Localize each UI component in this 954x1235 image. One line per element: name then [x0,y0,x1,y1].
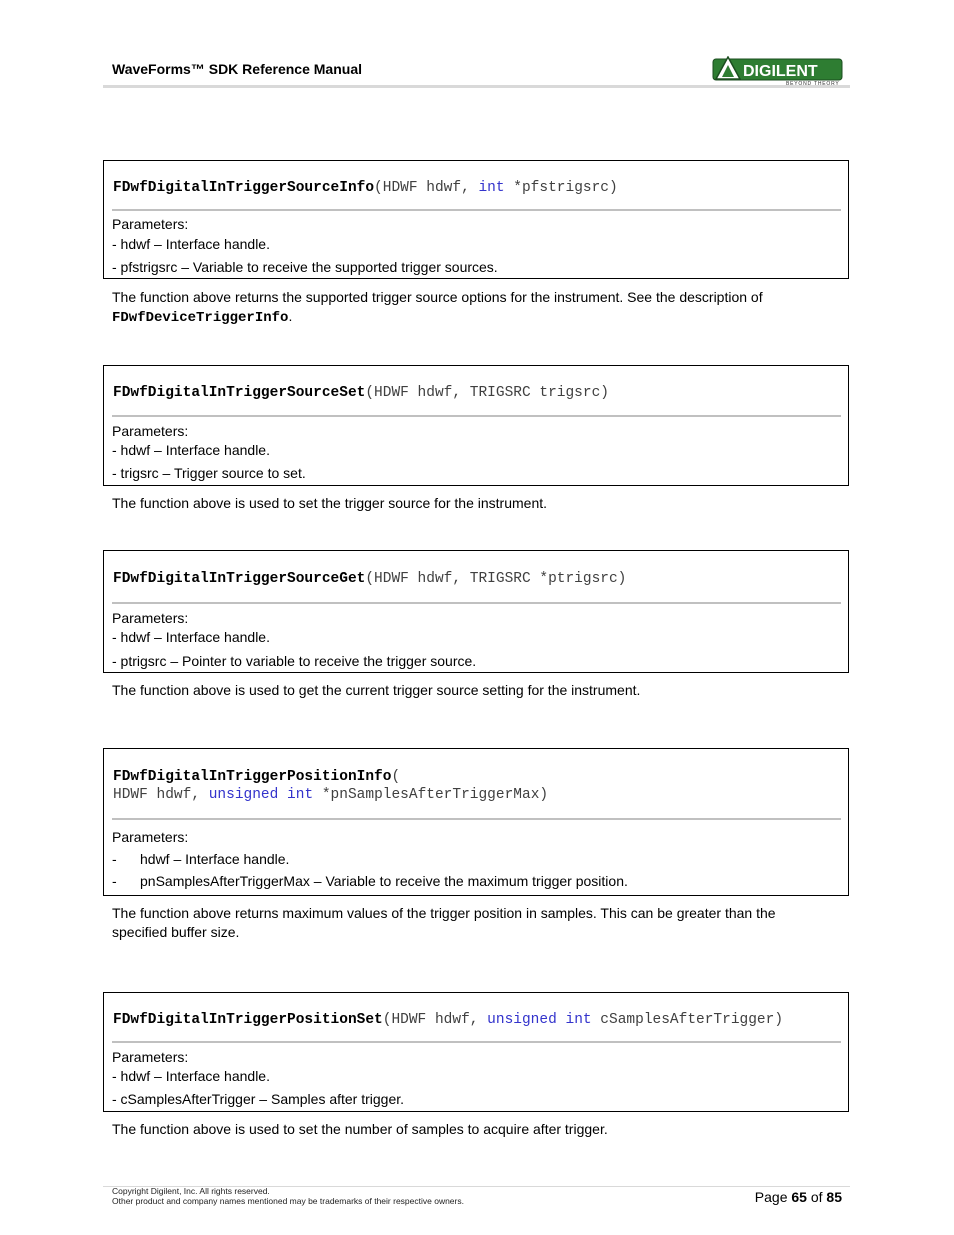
parameter-item: - ptrigsrc – Pointer to variable to receive the trigger source. [112,653,477,669]
function-signature: FDwfDigitalInTriggerPositionSet(HDWF hdwf, unsigned int cSamplesAfterTrigger) [113,1012,784,1028]
bullet-dash: - [112,851,117,867]
function-signature: FDwfDigitalInTriggerSourceInfo(HDWF hdwf, int *pfstrigsrc) [113,180,618,196]
function-signature-args: HDWF hdwf, unsigned int *pnSamplesAfterTriggerMax) [113,787,549,803]
function-box-trigger-position-set [103,992,849,1112]
function-signature: FDwfDigitalInTriggerSourceSet(HDWF hdwf, TRIGSRC trigsrc) [113,385,609,401]
function-description: The function above returns maximum values of the trigger position in samples. This can be greater than the specified buffer size. [112,905,776,940]
function-box-trigger-source-set [103,365,849,486]
parameter-item: - hdwf – Interface handle. [112,1068,270,1084]
function-description: The function above is used to set the trigger source for the instrument. [112,495,548,511]
bullet-dash: - [112,873,117,889]
function-description: The function above is used to set the number of samples to acquire after trigger. [112,1121,608,1137]
parameters-label: Parameters: [112,423,189,439]
signature-rule [112,602,841,604]
function-box-trigger-position-info [103,748,849,896]
trademark-notice: Other product and company names mentioned may be trademarks of their respective owners. [112,1196,464,1206]
signature-rule [112,1041,841,1043]
parameter-item: pnSamplesAfterTriggerMax – Variable to receive the maximum trigger position. [140,873,628,889]
function-description: The function above is used to get the current trigger source setting for the instrument. [112,682,641,698]
parameters-label: Parameters: [112,1049,189,1065]
signature-rule [112,209,841,211]
document-title: WaveForms™ SDK Reference Manual [112,61,362,77]
function-reference: FDwfDeviceTriggerInfo [112,310,289,326]
function-description: The function above returns the supported trigger source options for the instrument. See the description of FDwfDeviceTriggerInfo. [112,289,763,326]
signature-rule [112,415,841,417]
function-box-trigger-source-get [103,550,849,673]
logo-wordmark: DIGILENT [743,63,818,80]
parameter-item: - hdwf – Interface handle. [112,629,270,645]
parameters-label: Parameters: [112,216,189,232]
parameter-item: - cSamplesAfterTrigger – Samples after trigger. [112,1091,405,1107]
parameter-item: - hdwf – Interface handle. [112,236,270,252]
logo-tagline: BEYOND THEORY [786,81,840,86]
page-number: Page 65 of 85 [754,1189,842,1205]
parameters-label: Parameters: [112,829,189,845]
digilent-logo [712,56,843,86]
copyright-notice: Copyright Digilent, Inc. All rights reserved. [112,1186,270,1196]
parameter-item: - pfstrigsrc – Variable to receive the supported trigger sources. [112,259,498,275]
function-signature: FDwfDigitalInTriggerSourceGet(HDWF hdwf, TRIGSRC *ptrigsrc) [113,571,627,587]
function-signature: FDwfDigitalInTriggerPositionInfo( [113,769,401,785]
parameter-item: hdwf – Interface handle. [140,851,290,867]
signature-rule [112,818,841,820]
parameter-item: - hdwf – Interface handle. [112,442,270,458]
parameter-item: - trigsrc – Trigger source to set. [112,465,306,481]
function-box-trigger-source-info [103,160,849,279]
parameters-label: Parameters: [112,610,189,626]
